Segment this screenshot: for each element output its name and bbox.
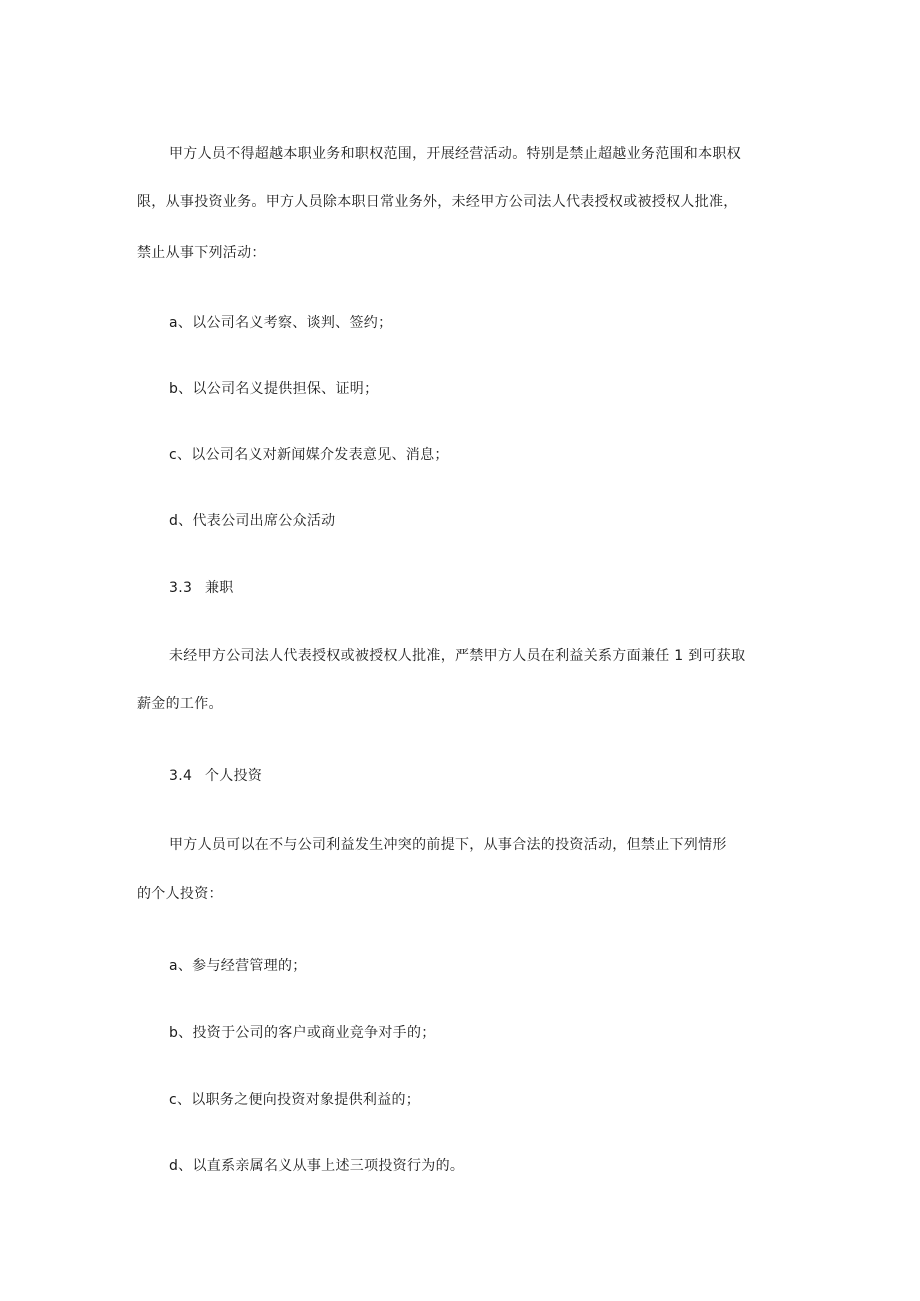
list-item: c、以公司名义对新闻媒介发表意见、消息； (169, 447, 449, 463)
paragraph-line: 未经甲方公司法人代表授权或被授权人批准，严禁甲方人员在利益关系方面兼任 1 到可获取 (169, 648, 746, 664)
paragraph-line: 限，从事投资业务。甲方人员除本职日常业务外，未经甲方公司法人代表授权或被授权人批准， (137, 194, 738, 210)
section-title: 兼职 (205, 580, 234, 596)
paragraph-line: 薪金的工作。 (137, 696, 223, 712)
list-item: a、参与经营管理的； (169, 958, 307, 974)
section-title: 个人投资 (205, 768, 263, 784)
list-item: b、投资于公司的客户或商业竞争对手的； (169, 1025, 436, 1041)
list-item: d、以直系亲属名义从事上述三项投资行为的。 (169, 1158, 465, 1174)
list-item: b、以公司名义提供担保、证明； (169, 381, 379, 397)
section-number: 3.4 (169, 768, 193, 784)
list-item: d、代表公司出席公众活动 (169, 513, 336, 529)
section-number: 3.3 (169, 580, 193, 596)
list-item: c、以职务之便向投资对象提供利益的； (169, 1092, 421, 1108)
section-heading (169, 766, 262, 786)
section-heading (169, 578, 234, 598)
paragraph-line: 甲方人员不得超越本职业务和职权范围，开展经营活动。特别是禁止超越业务范围和本职权 (169, 146, 741, 162)
list-item: a、以公司名义考察、谈判、签约； (169, 315, 393, 331)
paragraph-line: 甲方人员可以在不与公司利益发生冲突的前提下，从事合法的投资活动，但禁止下列情形 (169, 837, 727, 853)
paragraph-line: 的个人投资： (137, 886, 223, 902)
paragraph-line: 禁止从事下列活动： (137, 245, 266, 261)
